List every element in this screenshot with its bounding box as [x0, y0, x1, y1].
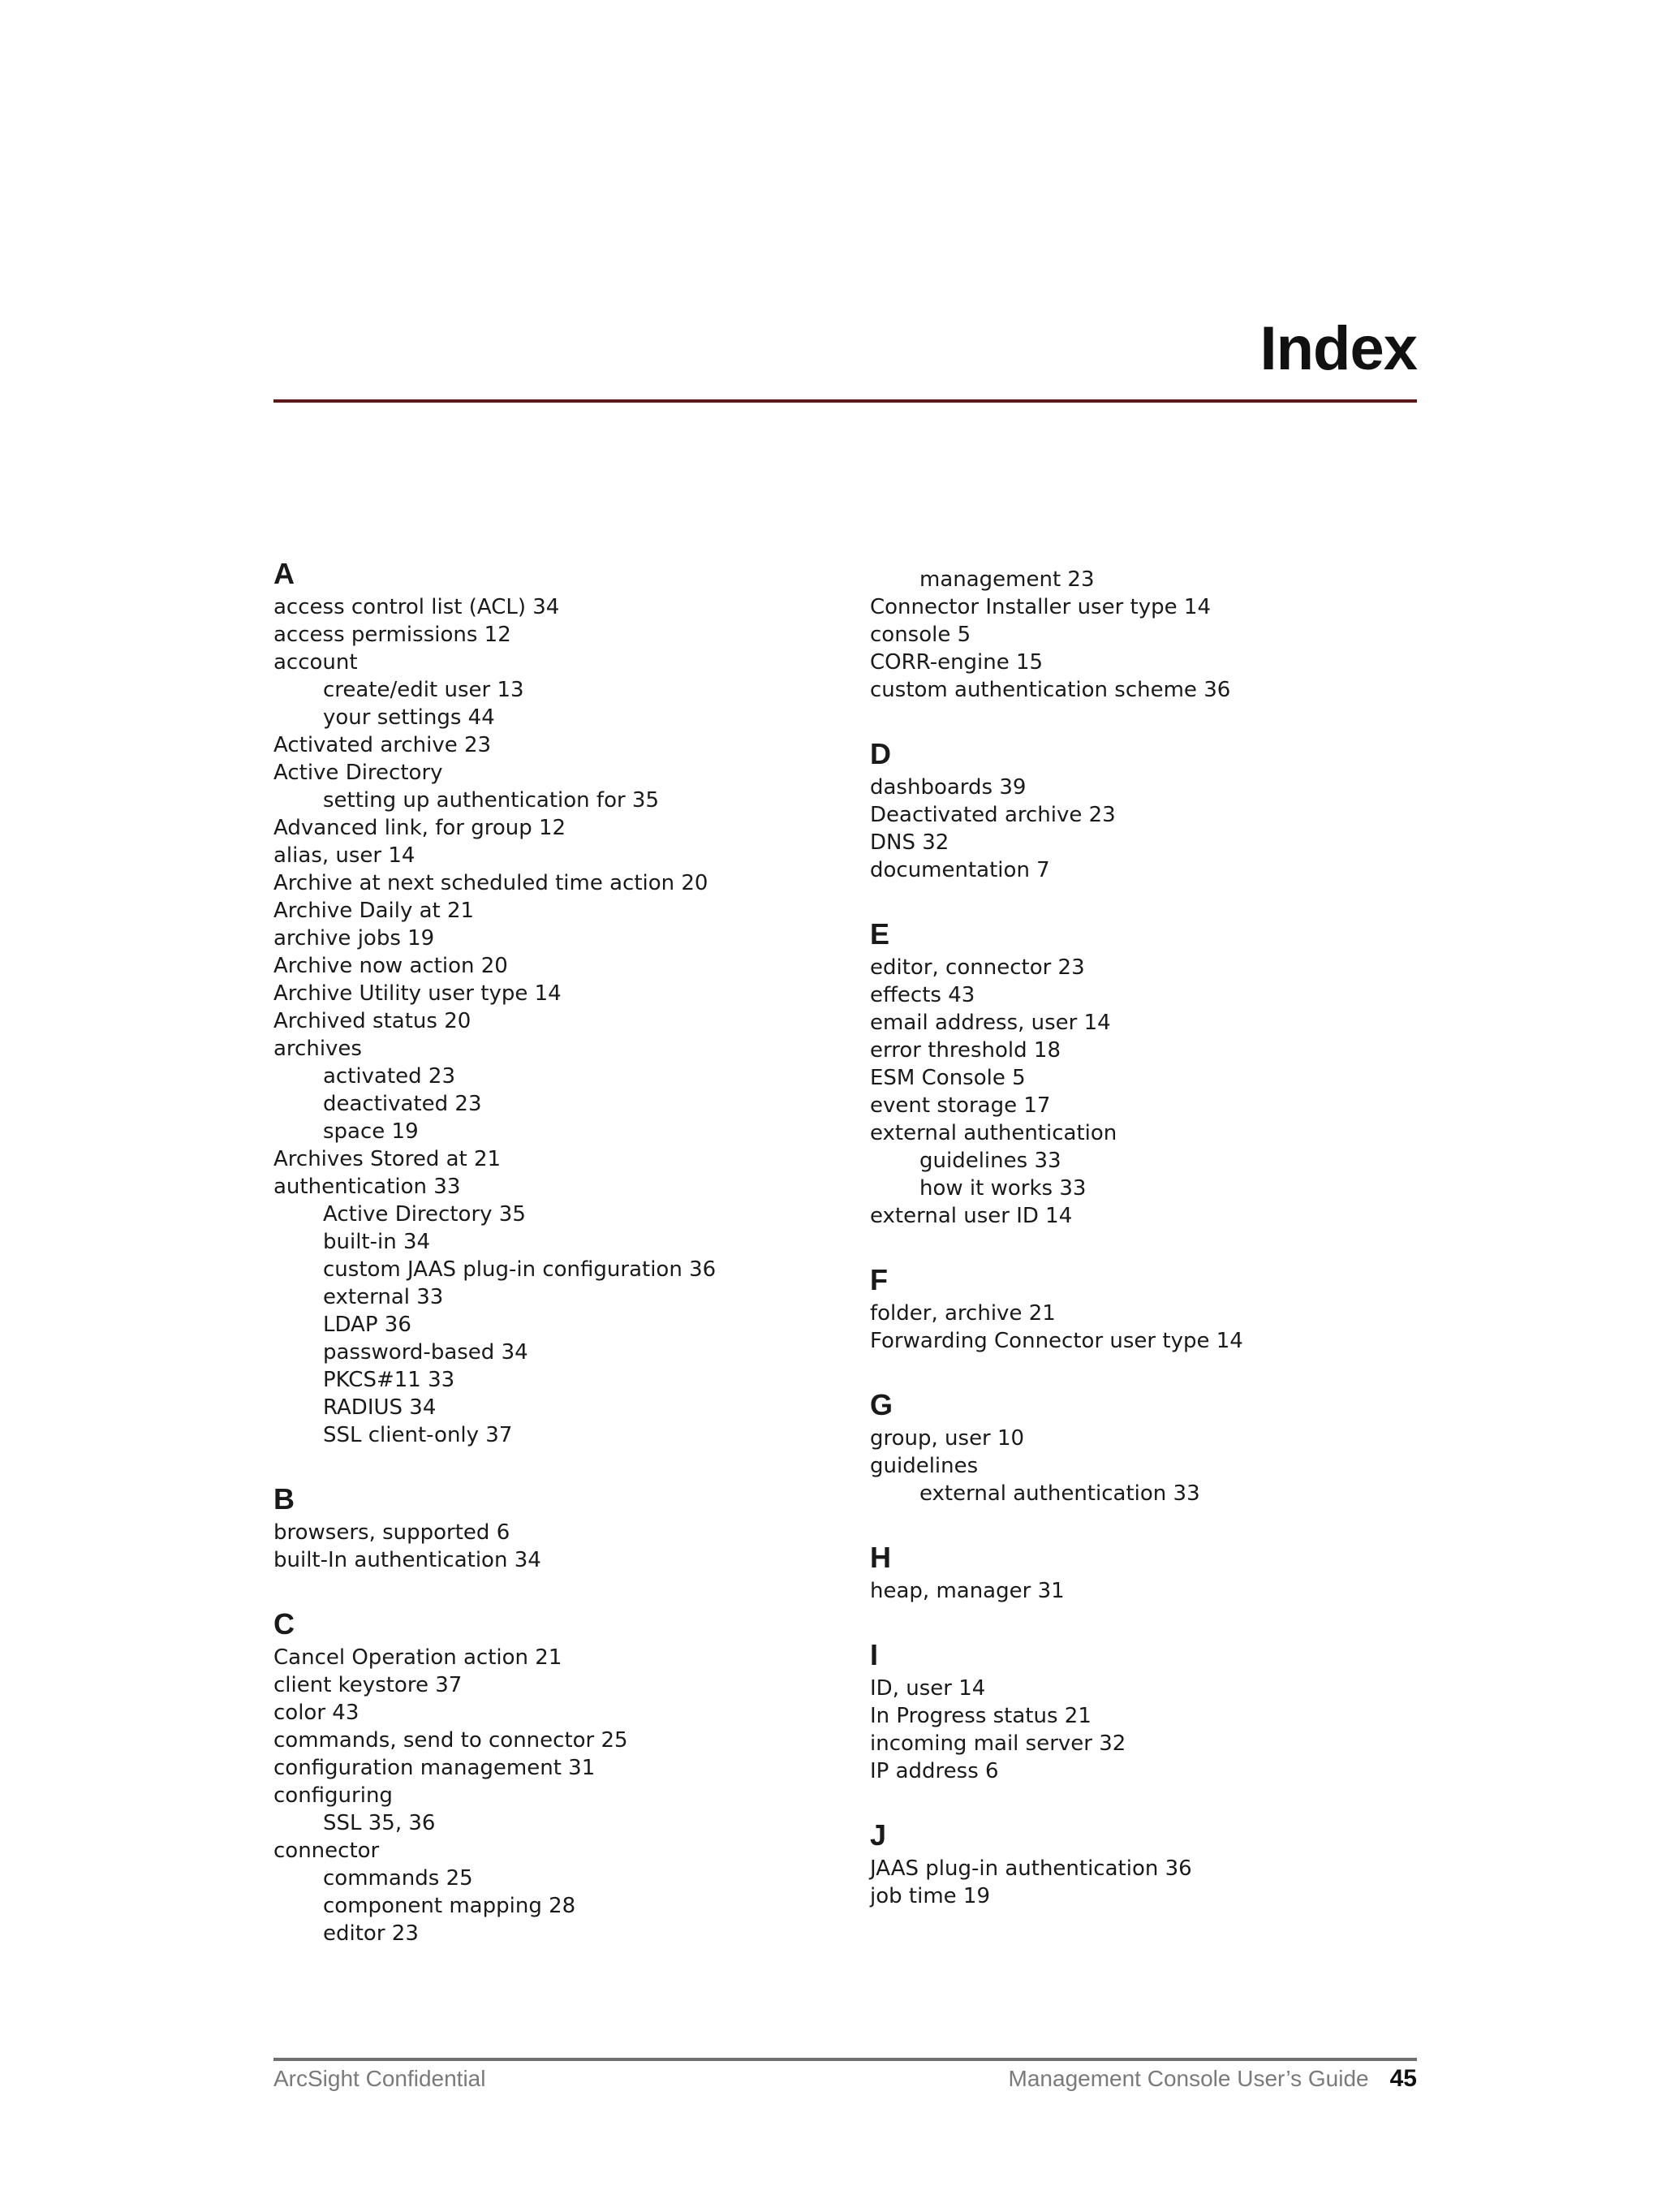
index-subentry: external authentication 33: [919, 1481, 1200, 1506]
index-entry: job time 19: [870, 1884, 990, 1908]
index-section: [870, 1817, 1438, 1910]
index-subentry: SSL client-only 37: [323, 1423, 513, 1447]
footer-guide-title: Management Console User’s Guide: [1008, 2066, 1369, 2091]
index-entry: ID, user 14: [870, 1676, 986, 1701]
index-entry: browsers, supported 6: [273, 1520, 510, 1545]
index-column-right: [870, 566, 1438, 1943]
index-entry: archives: [273, 1037, 362, 1061]
index-subentry: component mapping 28: [323, 1894, 576, 1918]
index-entry: IP address 6: [870, 1759, 999, 1783]
index-subentry: editor 23: [323, 1921, 419, 1946]
footer-confidential-label: ArcSight Confidential: [273, 2066, 486, 2091]
index-entry: Archive now action 20: [273, 954, 508, 978]
index-entry: Archive Utility user type 14: [273, 981, 562, 1006]
index-subentry: PKCS#11 33: [323, 1368, 455, 1392]
index-entry: custom authentication scheme 36: [870, 678, 1231, 702]
index-subentry: external 33: [323, 1285, 444, 1309]
index-entry: folder, archive 21: [870, 1301, 1056, 1326]
index-entry: heap, manager 31: [870, 1579, 1065, 1603]
index-entry: effects 43: [870, 983, 975, 1007]
index-entry: Deactivated archive 23: [870, 803, 1116, 827]
index-entry: DNS 32: [870, 830, 949, 855]
index-subentry: deactivated 23: [323, 1092, 482, 1116]
index-entry: Activated archive 23: [273, 733, 492, 757]
section-letter-heading: A: [273, 557, 295, 590]
page-title: Index: [1259, 314, 1417, 383]
index-subentry: activated 23: [323, 1064, 456, 1089]
index-subentry: built-in 34: [323, 1230, 431, 1254]
section-letter-heading: D: [870, 737, 891, 770]
index-entry: color 43: [273, 1701, 360, 1725]
index-subentry: LDAP 36: [323, 1313, 411, 1337]
index-entry: incoming mail server 32: [870, 1731, 1126, 1756]
index-entry: external user ID 14: [870, 1204, 1073, 1228]
index-entry: Connector Installer user type 14: [870, 595, 1211, 619]
index-subentry: space 19: [323, 1119, 419, 1144]
index-entry: client keystore 37: [273, 1673, 463, 1697]
index-section: [870, 1540, 1438, 1605]
section-letter-heading: G: [870, 1388, 893, 1421]
index-entry: archive jobs 19: [273, 926, 435, 951]
index-entry: ESM Console 5: [870, 1066, 1026, 1090]
index-entry: external authentication: [870, 1121, 1117, 1145]
index-entry: Archive Daily at 21: [273, 899, 475, 923]
index-entry: Cancel Operation action 21: [273, 1645, 562, 1670]
index-subentry: custom JAAS plug-in configuration 36: [323, 1257, 717, 1282]
index-entry: dashboards 39: [870, 775, 1027, 800]
index-section: [273, 1606, 842, 1947]
section-letter-heading: E: [870, 917, 890, 951]
index-entry: built-In authentication 34: [273, 1548, 541, 1572]
index-entry: Active Directory: [273, 761, 443, 785]
index-section: [870, 1262, 1438, 1355]
index-entry: connector: [273, 1839, 380, 1863]
index-subentry: commands 25: [323, 1866, 473, 1891]
index-entry: access permissions 12: [273, 623, 511, 647]
index-subentry: RADIUS 34: [323, 1395, 437, 1420]
index-subentry: Active Directory 35: [323, 1202, 526, 1227]
index-entry: JAAS plug-in authentication 36: [870, 1856, 1192, 1881]
index-subentry: setting up authentication for 35: [323, 788, 660, 813]
section-letter-heading: C: [273, 1607, 295, 1641]
page-number: 45: [1389, 2065, 1417, 2092]
section-letter-heading: F: [870, 1263, 888, 1296]
index-subentry: management 23: [919, 567, 1095, 592]
index-entry: Archive at next scheduled time action 20: [273, 871, 708, 895]
index-entry: Archives Stored at 21: [273, 1147, 502, 1171]
title-divider: [273, 399, 1417, 403]
index-entry: Archived status 20: [273, 1009, 471, 1033]
index-entry: configuration management 31: [273, 1756, 596, 1780]
index-subentry: SSL 35, 36: [323, 1811, 436, 1835]
index-entry: group, user 10: [870, 1426, 1025, 1451]
index-entry: email address, user 14: [870, 1011, 1111, 1035]
index-section: [870, 566, 1438, 704]
index-entry: editor, connector 23: [870, 955, 1085, 980]
index-section: [870, 1387, 1438, 1507]
index-entry: CORR-engine 15: [870, 650, 1044, 675]
index-entry: error threshold 18: [870, 1038, 1061, 1063]
index-entry: configuring: [273, 1783, 393, 1808]
index-subentry: guidelines 33: [919, 1149, 1061, 1173]
index-section: [870, 916, 1438, 1230]
index-entry: console 5: [870, 623, 971, 647]
index-subentry: create/edit user 13: [323, 678, 524, 702]
footer-divider: [273, 2058, 1417, 2061]
index-subentry: your settings 44: [323, 705, 495, 730]
index-entry: commands, send to connector 25: [273, 1728, 628, 1753]
index-subentry: how it works 33: [919, 1176, 1087, 1201]
index-entry: Forwarding Connector user type 14: [870, 1329, 1243, 1353]
section-letter-heading: J: [870, 1818, 887, 1852]
index-section: [870, 736, 1438, 884]
section-letter-heading: B: [273, 1482, 295, 1516]
index-entry: documentation 7: [870, 858, 1050, 882]
index-section: [273, 556, 842, 1449]
index-entry: event storage 17: [870, 1093, 1051, 1118]
section-letter-heading: I: [870, 1638, 879, 1671]
index-entry: authentication 33: [273, 1175, 461, 1199]
index-entry: Advanced link, for group 12: [273, 816, 566, 840]
footer-guide-info: [1009, 2063, 1417, 2095]
index-entry: In Progress status 21: [870, 1704, 1091, 1728]
index-entry: access control list (ACL) 34: [273, 595, 560, 619]
index-entry: account: [273, 650, 358, 675]
index-subentry: password-based 34: [323, 1340, 528, 1365]
index-column-left: [273, 556, 842, 1980]
index-entry: alias, user 14: [273, 843, 416, 868]
index-section: [870, 1637, 1438, 1785]
index-entry: guidelines: [870, 1454, 979, 1478]
index-section: [273, 1481, 842, 1574]
section-letter-heading: H: [870, 1541, 891, 1574]
